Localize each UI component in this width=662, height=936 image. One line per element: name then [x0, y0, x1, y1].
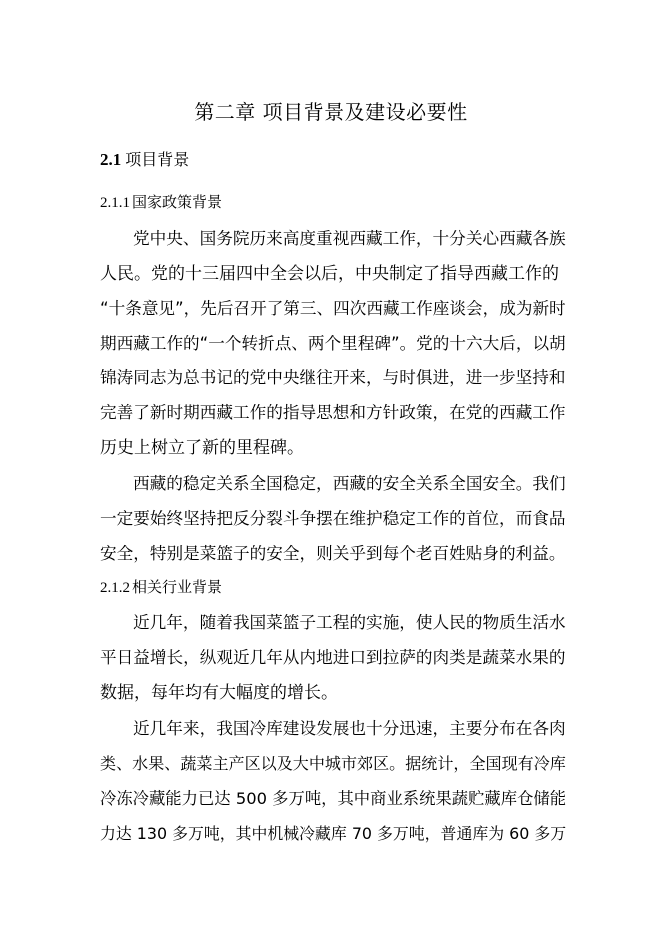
paragraph-3-line: 近几年，随着我国菜篮子工程的实施，使人民的物质生活水 [133, 613, 566, 632]
section-heading-2-1-2 [100, 576, 222, 599]
section-number: 2.1 [100, 150, 122, 169]
section-title: 项目背景 [125, 150, 190, 169]
paragraph-4-line: 近几年来，我国冷库建设发展也十分迅速，主要分布在各肉 [133, 719, 566, 738]
section-title: 国家政策背景 [132, 193, 223, 211]
section-title: 相关行业背景 [132, 578, 223, 596]
paragraph-1-line: 锦涛同志为总书记的党中央继往开来，与时俱进，进一步坚持和 [100, 368, 566, 387]
paragraph-1-line: 完善了新时期西藏工作的指导思想和方针政策，在党的西藏工作 [100, 403, 566, 422]
section-heading-2-1-1 [100, 191, 222, 214]
paragraph-3-line: 平日益增长，纵观近几年从内地进口到拉萨的肉类是蔬菜水果的 [100, 648, 566, 667]
paragraph-4-line: 力达 130 多万吨，其中机械冷藏库 70 多万吨，普通库为 60 多万 [100, 824, 567, 843]
section-number: 2.1.2 [100, 580, 130, 596]
paragraph-1-line: “十条意见”，先后召开了第三、四次西藏工作座谈会，成为新时 [100, 299, 566, 318]
paragraph-2-line: 安全，特别是菜篮子的安全，则关乎到每个老百姓贴身的利益。 [100, 544, 566, 563]
paragraph-1-line: 历史上树立了新的里程碑。 [100, 438, 304, 458]
paragraph-1-line: 人民。党的十三届四中全会以后，中央制定了指导西藏工作的 [100, 264, 559, 284]
paragraph-1-line: 党中央、国务院历来高度重视西藏工作，十分关心西藏各族 [133, 229, 566, 248]
paragraph-2-line: 一定要始终坚持把反分裂斗争摆在维护稳定工作的首位，而食品 [100, 509, 566, 528]
paragraph-4-line: 类、水果、蔬菜主产区以及大中城市郊区。据统计，全国现有冷库 [100, 754, 566, 773]
section-number: 2.1.1 [100, 195, 130, 211]
paragraph-2-line: 西藏的稳定关系全国稳定，西藏的安全关系全国安全。我们 [133, 474, 566, 493]
section-heading-2-1 [100, 148, 189, 172]
paragraph-3-line: 数据，每年均有大幅度的增长。 [100, 683, 338, 703]
paragraph-4-line: 冷冻冷藏能力已达 500 多万吨，其中商业系统果蔬贮藏库仓储能 [100, 789, 567, 808]
paragraph-1-line: 期西藏工作的“一个转折点、两个里程碑”。党的十六大后，以胡 [100, 334, 566, 353]
chapter-title: 第二章 项目背景及建设必要性 [194, 100, 468, 124]
